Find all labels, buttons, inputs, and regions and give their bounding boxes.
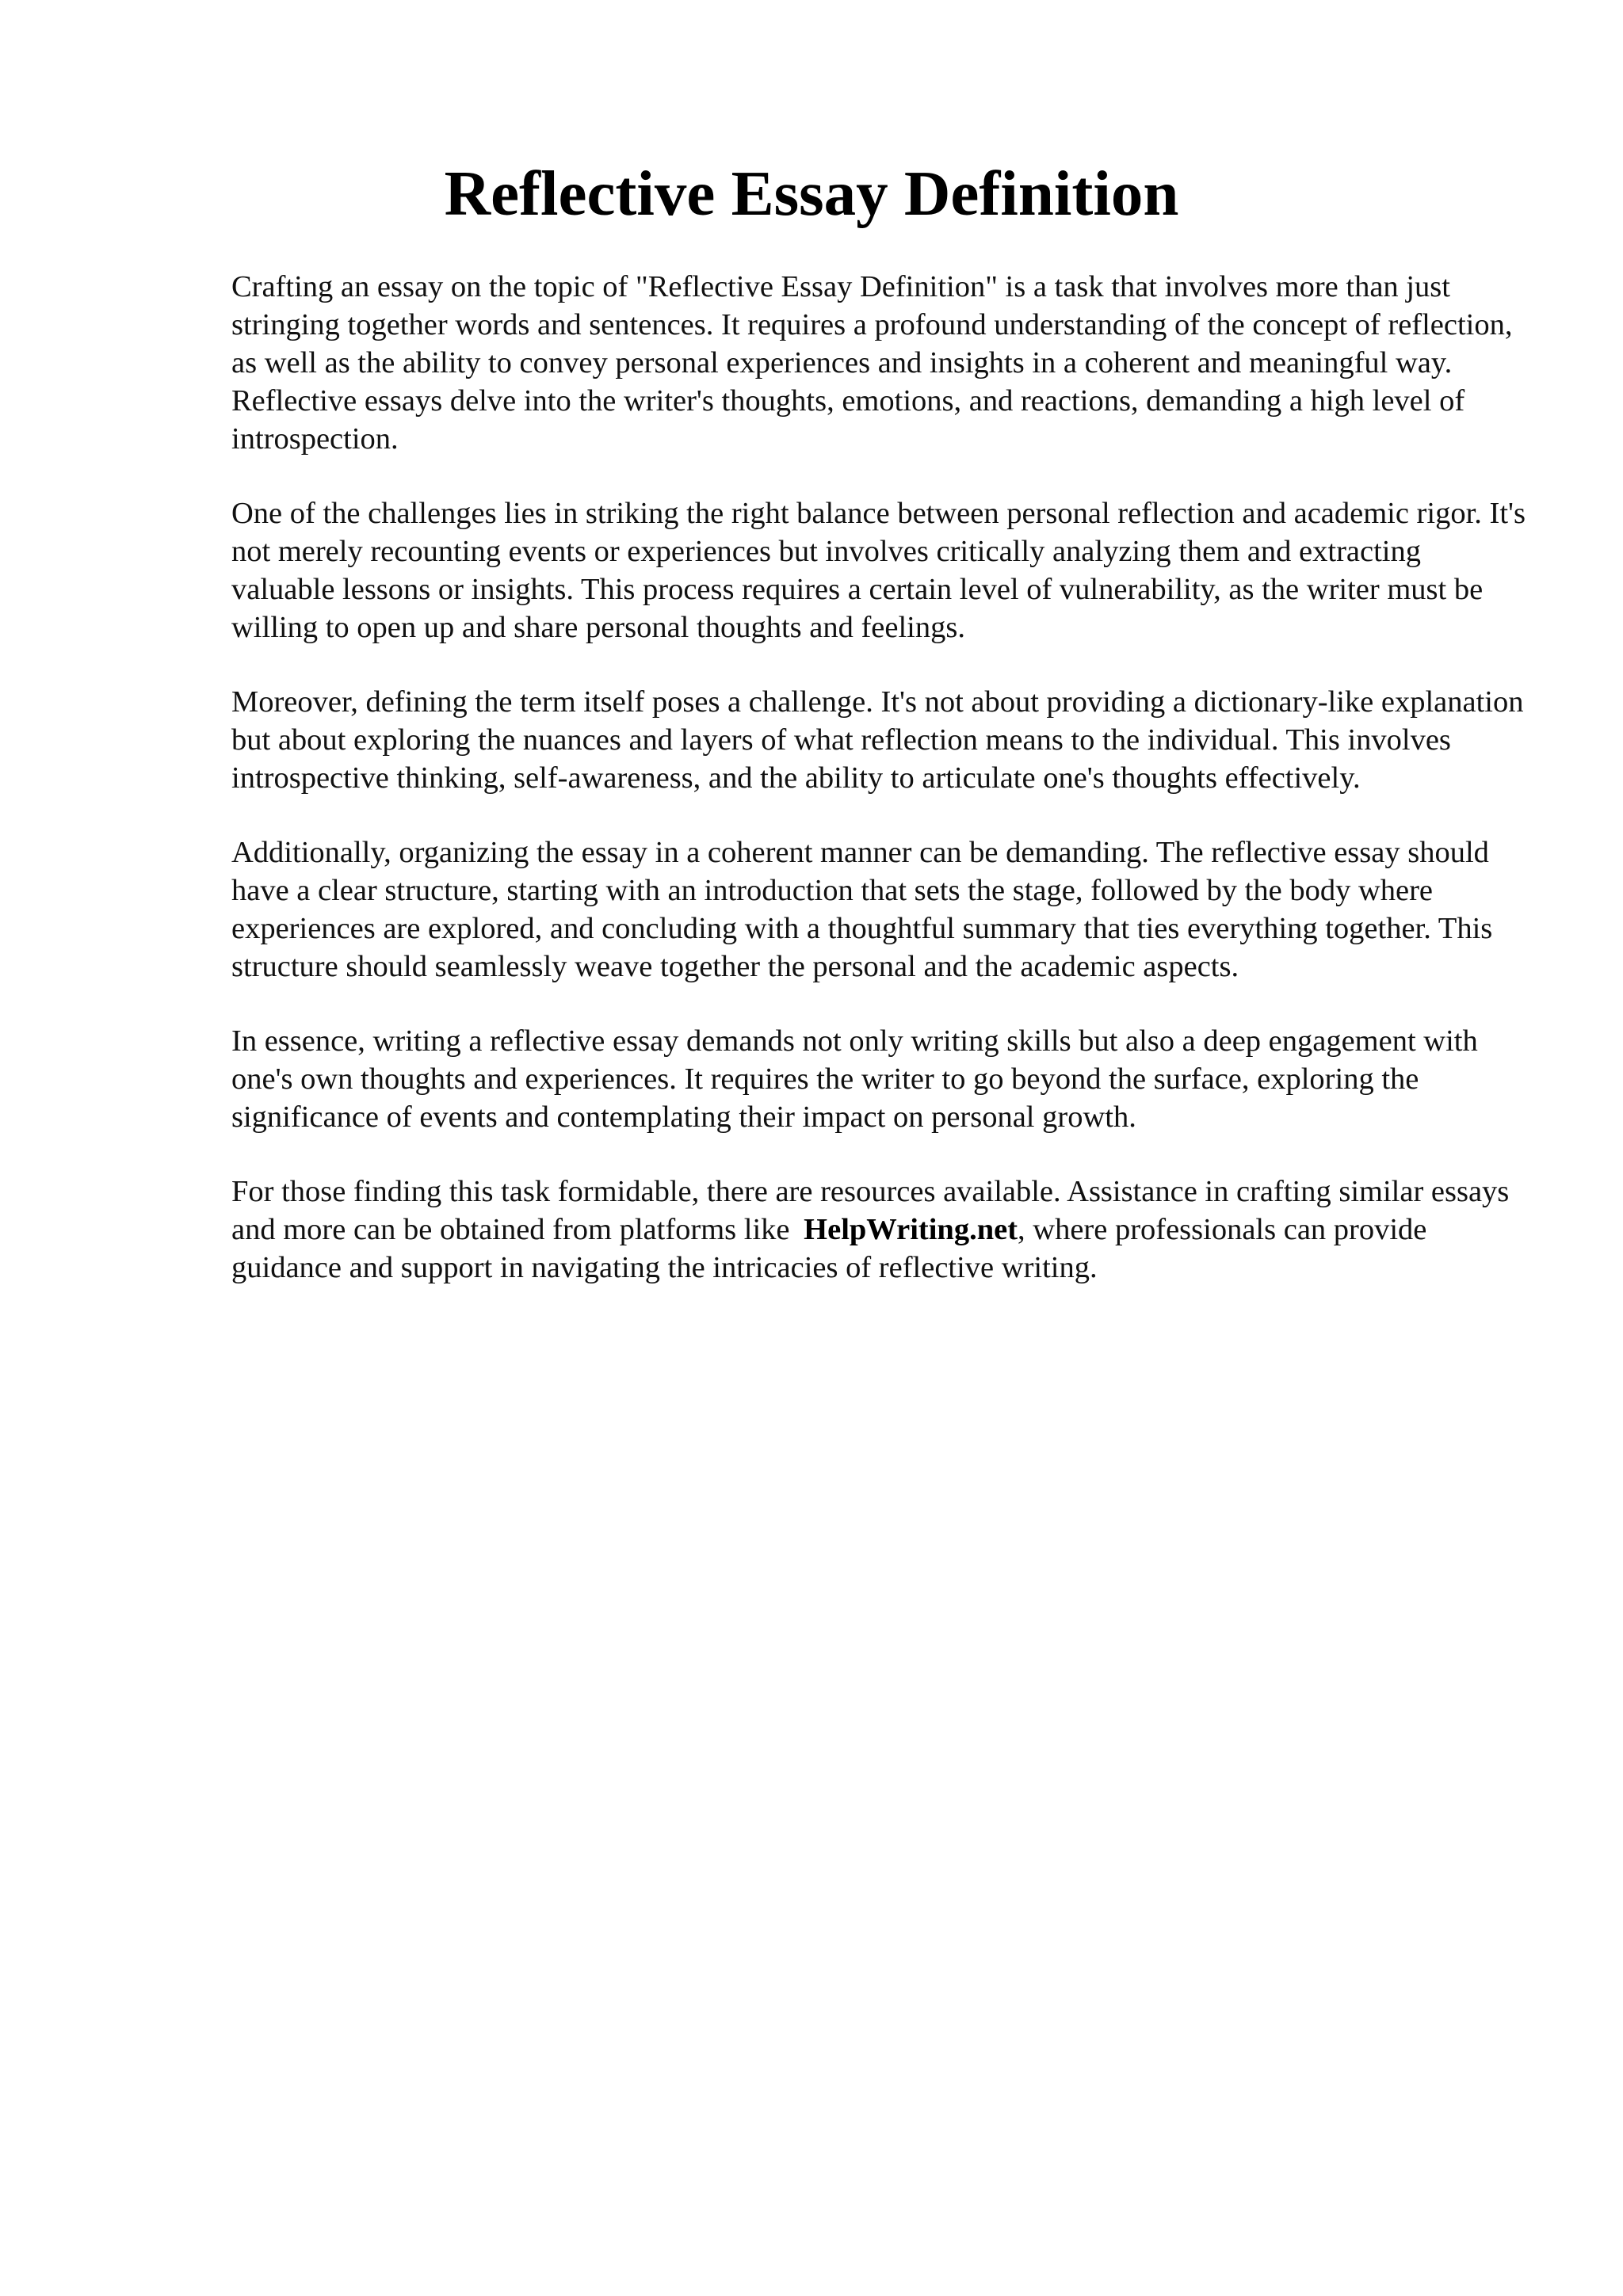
helpwriting-link[interactable]: HelpWriting.net (804, 1213, 1018, 1246)
paragraph-6-intro: For those finding this task formidable, there are resources available. Assistance in crafting similar essays and more can be obtained from platforms like (231, 1175, 1510, 1246)
paragraph-6-outro: , where professionals can provide guidance and support in navigating the intricacies of reflective writing. (231, 1213, 1427, 1284)
paragraph-6 (231, 1173, 1531, 1287)
paragraph-2: One of the challenges lies in striking the right balance between personal reflection and academic rigor. It's not merely recounting events or experiences but involves critically analyzing them and extracting valuable lessons or insights. This process requires a certain level of vulnerability, as the writer must be willing to open up and share personal thoughts and feelings. (231, 497, 1526, 644)
paragraph-4: Additionally, organizing the essay in a coherent manner can be demanding. The reflective essay should have a clear structure, starting with an introduction that sets the stage, followed by the body where experiences are explored, and concluding with a thoughtful summary that ties everything together. This structure should seamlessly weave together the personal and the academic aspects. (231, 836, 1493, 983)
paragraph-5: In essence, writing a reflective essay demands not only writing skills but also a deep engagement with one's own thoughts and experiences. It requires the writer to go beyond the surface, exploring the significance of events and contemplating their impact on personal growth. (231, 1024, 1478, 1134)
essay-body (231, 268, 1531, 1323)
paragraph-3: Moreover, defining the term itself poses a challenge. It's not about providing a dictionary-like explanation but about exploring the nuances and layers of what reflection means to the individual. This involves introspective thinking, self-awareness, and the ability to articulate one's thoughts effectively. (231, 685, 1524, 795)
paragraph-1: Crafting an essay on the topic of "Reflective Essay Definition" is a task that involves more than just stringing together words and sentences. It requires a profound understanding of the concept of reflection, as well as the ability to convey personal experiences and insights in a coherent and meaningful way. Reflective essays delve into the writer's thoughts, emotions, and reactions, demanding a high level of introspection. (231, 270, 1513, 456)
page-title: Reflective Essay Definition (444, 158, 1179, 229)
